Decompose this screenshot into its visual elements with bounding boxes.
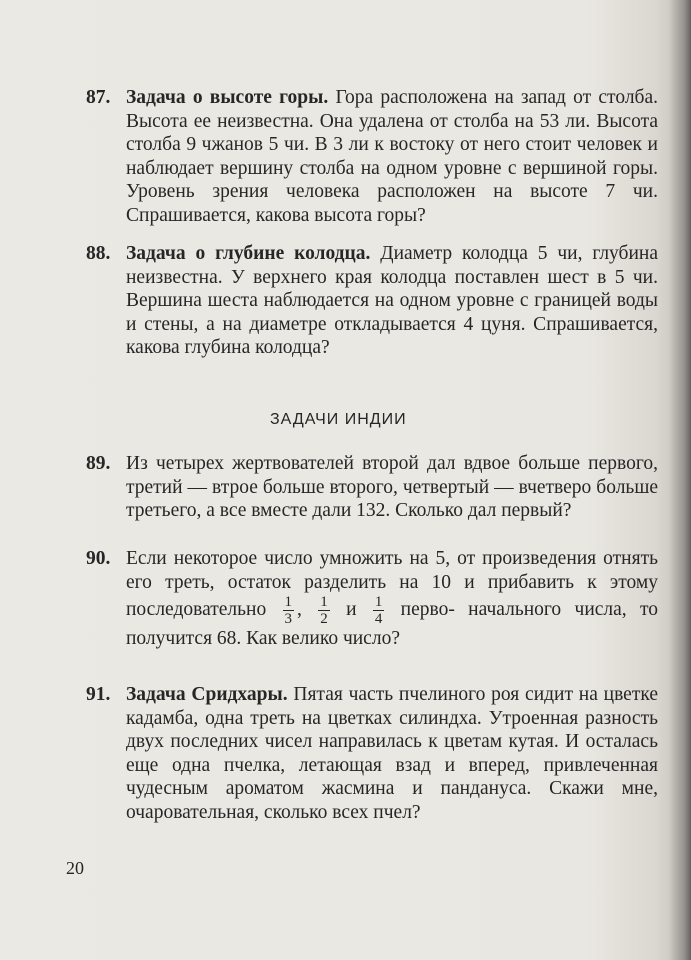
problem-number: 87. — [86, 87, 111, 108]
fraction-one-quarter: $\frac{1}{4}$ — [374, 594, 383, 627]
problem-87 — [86, 86, 658, 227]
fraction-one-half: $\frac{1}{2}$ — [320, 594, 328, 627]
section-heading: ЗАДАЧИ ИНДИИ — [270, 411, 407, 428]
problem-text: Гора расположена на запад от столба. Высота ее неизвестна. Она удалена от столба на 53 ли. Высота столба 9 чжанов 5 чи. В 3 ли к востоку от него стоит человек и наблюдает вершину столба на одном уровне с вершиной горы. Уровень зрения человека расположен на высоте 7 чи. Спрашивается, какова высота горы? — [126, 87, 658, 226]
problem-number: 90. — [86, 548, 111, 569]
problem-number: 89. — [86, 453, 111, 474]
problem-body — [126, 547, 658, 651]
problem-text: Из четырех жертвователей второй дал вдвое больше первого, третий — втрое больше второго, четвертый — вчетверо больше третьего, а все вместе дали 132. Сколько дал первый? — [126, 453, 658, 521]
problem-88 — [86, 242, 658, 360]
problem-89 — [86, 452, 658, 523]
problem-91 — [86, 683, 658, 824]
problem-title: Задача Сридхары. — [126, 684, 288, 705]
problem-body — [126, 242, 658, 360]
problem-body — [126, 683, 658, 824]
problem-body — [126, 86, 658, 227]
problem-number: 88. — [86, 243, 111, 264]
separator: и — [346, 598, 357, 620]
fraction-one-third: $\frac{1}{3}$ — [284, 594, 293, 627]
problem-text: Если некоторое число умножить на 5, от произведения отнять его треть, остаток разделить на 10 и прибавить к этому последовательно — [126, 548, 658, 620]
problem-title: Задача о высоте горы. — [126, 87, 329, 108]
problem-title: Задача о глубине колодца. — [126, 243, 371, 264]
page-number: 20 — [66, 858, 84, 878]
problem-number: 91. — [86, 684, 111, 705]
problem-text: Пятая часть пчелиного роя сидит на цветке кадамба, одна треть на цветках силиндха. Утроенная разность двух последних чисел направилась к цветам кутая. И осталась еще одна пчелка, летающая взад и вперед, привлеченная чудесным ароматом жасмина и панданyса. Скажи мне, очаровательная, сколько всех пчел? — [126, 684, 658, 823]
problem-text: Диаметр колодца 5 чи, глубина неизвестна. У верхнего края колодца поставлен шест в 5 чи. Вершина шеста наблюдается на одном уровне с границей воды и стены, а на диаметре откладывается 4 цуня. Спрашивается, какова глубина колодца? — [126, 243, 659, 358]
problem-text: начального числа, то получится 68. Как велико число? — [126, 598, 659, 649]
problem-text: перво- — [400, 598, 455, 620]
page-edge-shadow — [669, 0, 691, 960]
separator: , — [297, 598, 302, 620]
problem-90 — [86, 547, 658, 651]
